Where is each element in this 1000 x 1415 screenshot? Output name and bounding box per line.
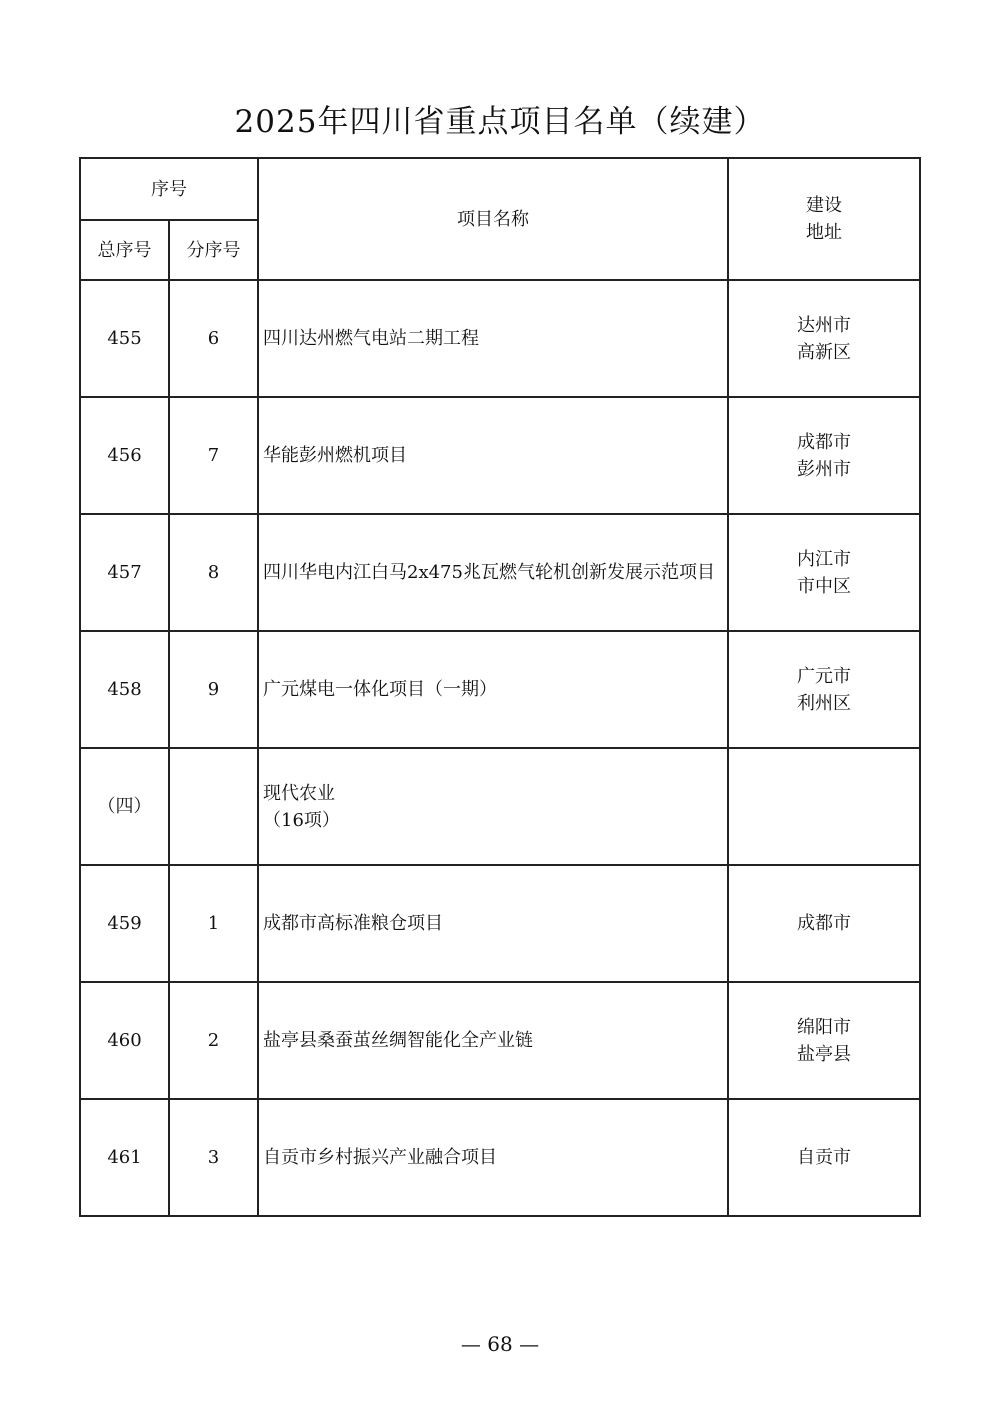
total-seq-cell: 460: [80, 982, 169, 1099]
location-line: 达州市: [797, 314, 851, 336]
total-seq-cell: 456: [80, 397, 169, 514]
table-row: [80, 1099, 920, 1216]
table-row: [80, 397, 920, 514]
sub-seq-cell: 8: [169, 514, 258, 631]
location-cell: [728, 748, 920, 865]
project-name-cell: 成都市高标准粮仓项目: [258, 865, 728, 982]
location-line: 利州区: [797, 692, 851, 714]
project-name-cell: 华能彭州燃机项目: [258, 397, 728, 514]
location-line: 内江市: [797, 548, 851, 570]
project-table: [79, 157, 921, 1217]
table-row: [80, 514, 920, 631]
location-line: 绵阳市: [797, 1016, 851, 1038]
sub-seq-cell: 9: [169, 631, 258, 748]
project-name-cell: 广元煤电一体化项目（一期）: [258, 631, 728, 748]
location-header-line: 建设: [806, 195, 842, 216]
location-line: 盐亭县: [797, 1043, 851, 1065]
location-line: 彭州市: [797, 458, 851, 480]
total-seq-cell: 455: [80, 280, 169, 397]
table-row: [80, 982, 920, 1099]
project-name-cell: 自贡市乡村振兴产业融合项目: [258, 1099, 728, 1216]
location-header: [728, 158, 920, 280]
location-line: 成都市: [797, 431, 851, 453]
location-line: 市中区: [797, 575, 851, 597]
sub-seq-cell: [169, 748, 258, 865]
total-seq-cell: 457: [80, 514, 169, 631]
total-seq-header: 总序号: [80, 220, 169, 280]
page-number: — 68 —: [460, 1332, 540, 1356]
location-cell: [728, 514, 920, 631]
location-cell: [728, 982, 920, 1099]
location-cell: [728, 397, 920, 514]
total-seq-cell: 461: [80, 1099, 169, 1216]
sub-seq-cell: 7: [169, 397, 258, 514]
table-row: [80, 631, 920, 748]
sub-seq-cell: 2: [169, 982, 258, 1099]
sub-seq-header: 分序号: [169, 220, 258, 280]
seq-header: 序号: [80, 158, 258, 220]
location-cell: [728, 865, 920, 982]
location-cell: [728, 631, 920, 748]
sub-seq-cell: 3: [169, 1099, 258, 1216]
total-seq-cell: （四）: [80, 748, 169, 865]
project-name-cell: 现代农业 （16项）: [258, 748, 728, 865]
location-cell: [728, 280, 920, 397]
page-title: 2025年四川省重点项目名单（续建）: [234, 104, 766, 140]
location-cell: [728, 1099, 920, 1216]
total-seq-cell: 458: [80, 631, 169, 748]
location-line: 广元市: [797, 665, 851, 687]
sub-seq-cell: 6: [169, 280, 258, 397]
project-name-cell: 四川华电内江白马2x475兆瓦燃气轮机创新发展示范项目: [258, 514, 728, 631]
location-line: 自贡市: [797, 1147, 851, 1168]
table-row: [80, 748, 920, 865]
name-header: 项目名称: [258, 158, 728, 280]
header-row: [80, 158, 920, 220]
location-line: 成都市: [797, 913, 851, 934]
table-row: [80, 280, 920, 397]
sub-seq-cell: 1: [169, 865, 258, 982]
project-name-cell: 四川达州燃气电站二期工程: [258, 280, 728, 397]
table-row: [80, 865, 920, 982]
location-header-line: 地址: [806, 222, 842, 243]
location-line: 高新区: [797, 341, 851, 363]
total-seq-cell: 459: [80, 865, 169, 982]
project-name-cell: 盐亭县桑蚕茧丝绸智能化全产业链: [258, 982, 728, 1099]
